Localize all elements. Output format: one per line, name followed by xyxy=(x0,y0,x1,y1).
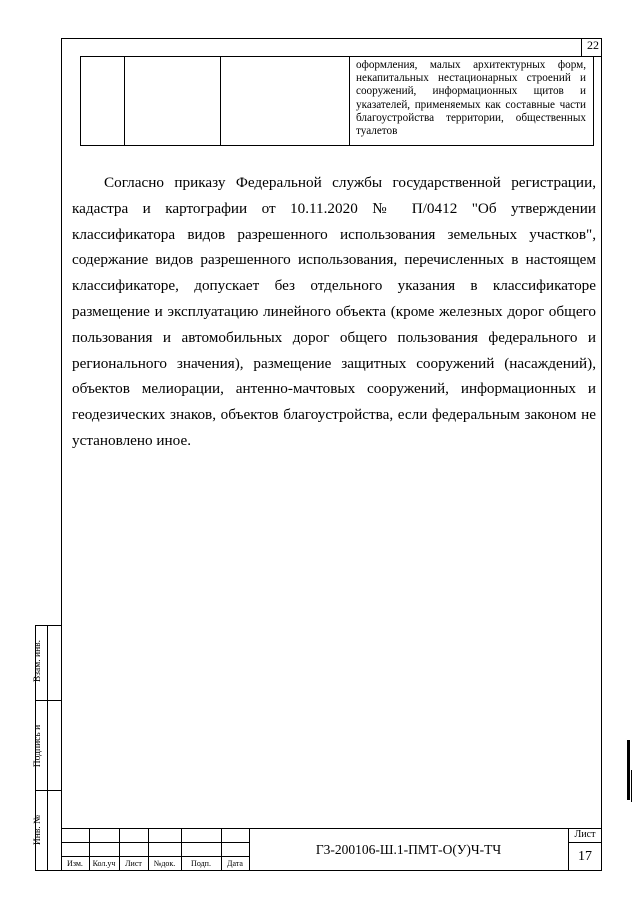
stamp-col-list: Лист xyxy=(125,859,142,868)
frame-left-border xyxy=(61,38,62,871)
side-label-inv-no: Инв. № xyxy=(33,814,43,846)
stamp-col-ndok: №док. xyxy=(153,859,176,868)
page-number-box-left xyxy=(581,38,582,56)
main-paragraph: Согласно приказу Федеральной службы государственной регистрации, кадастра и картографии от 10.11.2020 № П/0412 "Об утверждении классификатора видов разрешенного использования земельных участков", содержание видов разрешенного использования, перечисленных в настоящем классификаторе, допускает без отдельного указания в классификаторе размещение и эксплуатацию линейного объекта (кроме железных дорог общего пользования и автомобильных дорог общего пользования федерального и регионального значения), размещение защитных сооружений (насаждений), объектов мелиорации, антенно-мачтовых сооружений, информационных и геодезических знаков, объектов благоустройства, если федеральным законом не установлено иное. xyxy=(72,174,596,449)
frame-top-border xyxy=(61,38,602,39)
stamp-col-izm: Изм. xyxy=(67,859,83,868)
frame-bottom-border xyxy=(35,870,602,871)
binding-mark-thin xyxy=(631,770,632,802)
main-text-block xyxy=(72,170,596,454)
side-label-podpis: Подпись и xyxy=(33,724,43,768)
binding-mark xyxy=(627,740,630,800)
sheet-number: 17 xyxy=(578,849,592,864)
sheet-label: Лист xyxy=(574,829,596,840)
side-label-vzam-inv: Взам. инв. xyxy=(33,639,43,683)
top-table-cell-text: оформления, малых архитектурных форм, некапитальных нестационарных строений и сооружений, информационных щитов и указателей, применяемых как составные части благоустройства территории, общественных туалетов xyxy=(356,59,586,138)
document-code: Г3-200106-Ш.1-ПМТ-О(У)Ч-ТЧ xyxy=(315,842,502,857)
page-number: 22 xyxy=(587,38,599,52)
stamp-col-kol-uch: Кол.уч xyxy=(92,859,116,868)
stamp-col-data: Дата xyxy=(227,859,243,868)
frame-right-border xyxy=(601,38,602,871)
stamp-col-podp: Подп. xyxy=(191,859,211,868)
